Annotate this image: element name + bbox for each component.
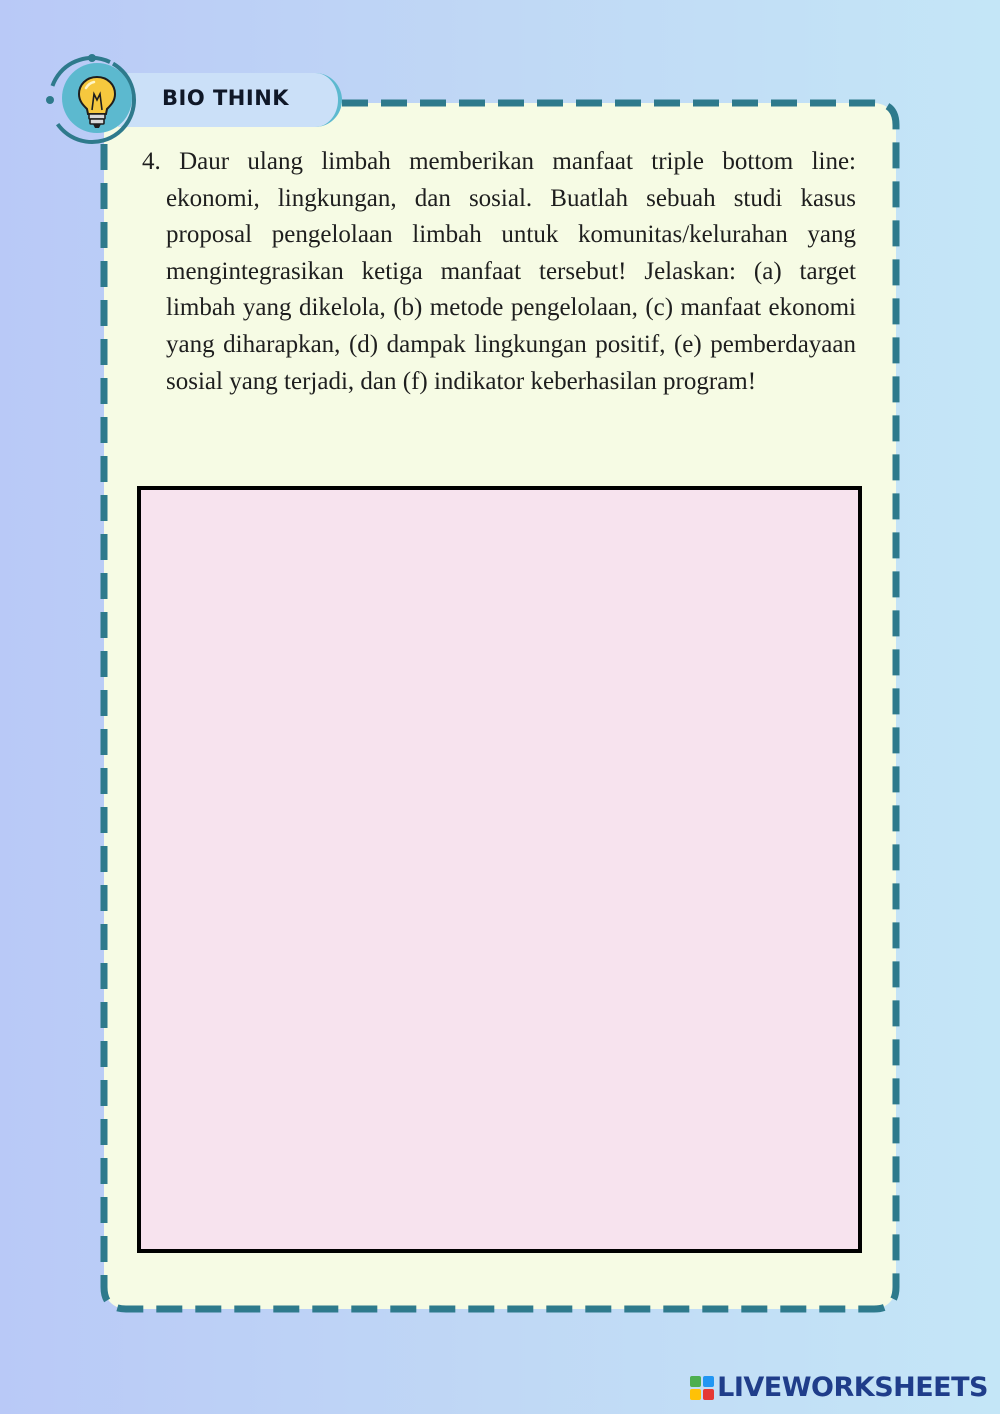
section-title: BIO THINK [162, 86, 290, 110]
lightbulb-icon [42, 50, 142, 150]
brand-name: LIVEWORKSHEETS [717, 1372, 988, 1403]
answer-box[interactable] [137, 486, 862, 1253]
footer-brand[interactable] [690, 1372, 988, 1403]
liveworksheets-logo-icon [690, 1376, 714, 1400]
question-text: 4. Daur ulang limbah memberikan manfaat triple bottom line: ekonomi, lingkungan, dan sosial. Buatlah sebuah studi kasus proposal pengelolaan limbah untuk komunitas/kelurahan yang mengintegrasikan ketiga manfaat tersebut! Jelaskan: (a) target limbah yang dikelola, (b) metode pengelolaan, (c) manfaat ekonomi yang diharapkan, (d) dampak lingkungan positif, (e) pemberdayaan sosial yang terjadi, dan (f) indikator keberhasilan program! [142, 148, 856, 395]
